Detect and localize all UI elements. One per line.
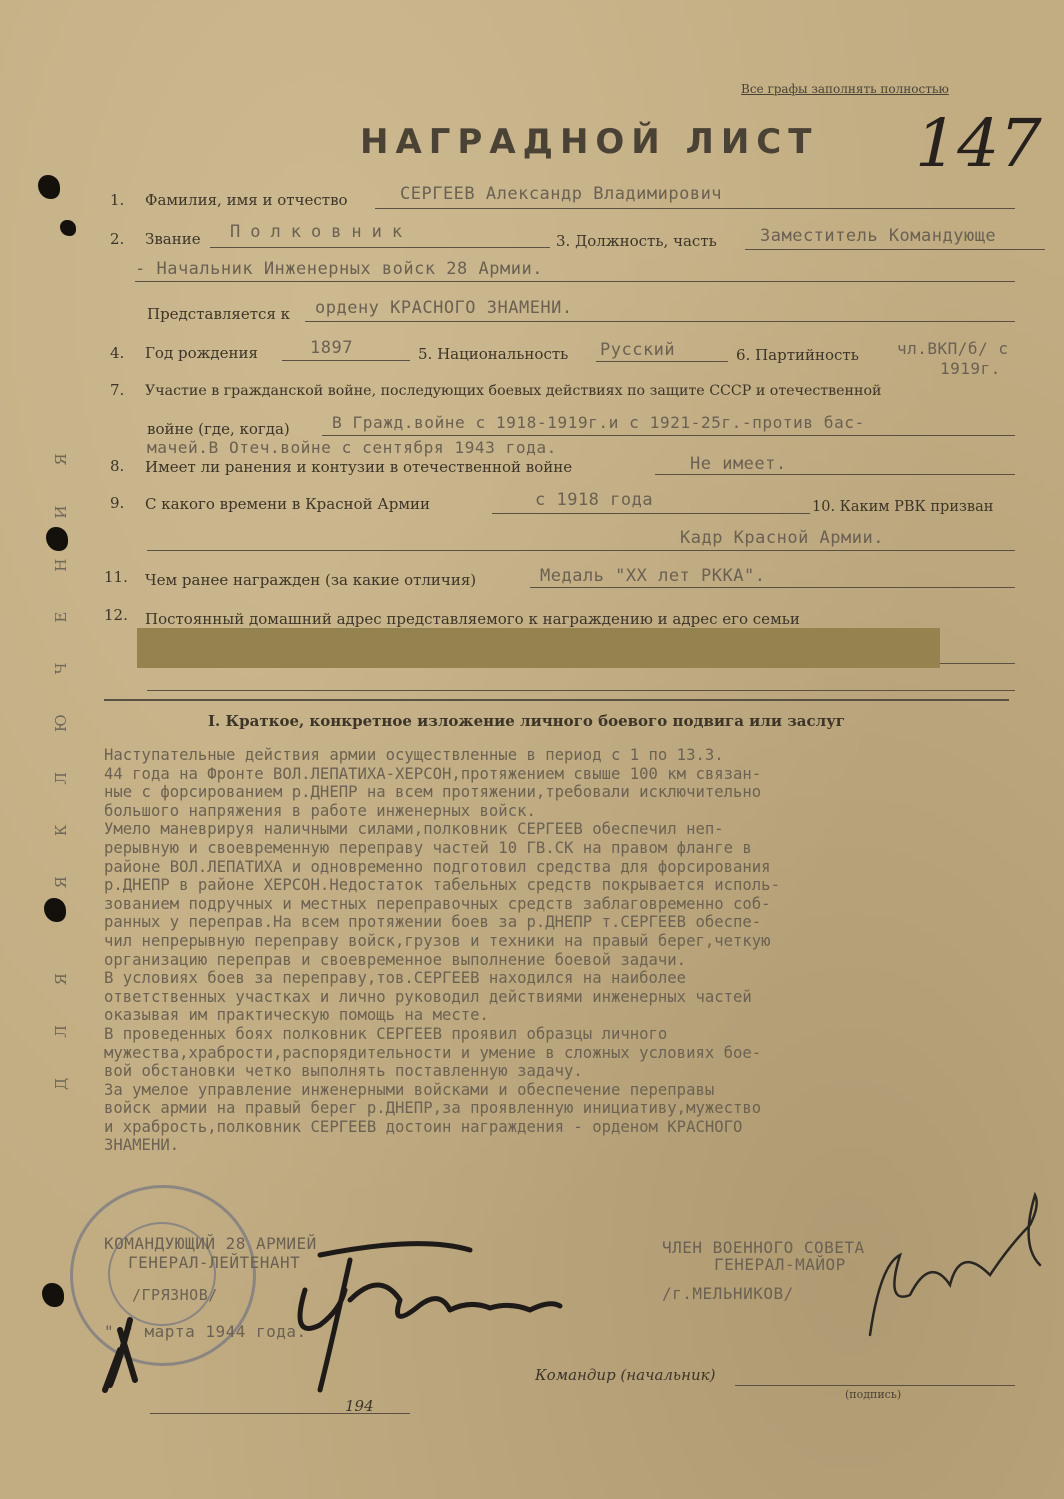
field-1-label: Фамилия, имя и отчество xyxy=(145,191,348,209)
field-3-value-1: Заместитель Командующе xyxy=(760,226,997,246)
field-6-value-2: 1919г. xyxy=(940,359,1001,378)
field-5-label: 5. Национальность xyxy=(418,345,569,363)
sheet-number: 147 xyxy=(906,105,1050,182)
citation-line: чил непрерывную переправу войск,грузов и техники на правый берег,четкую xyxy=(104,931,771,950)
citation-line: ранных у переправ.На всем протяжении боев за р.ДНЕПР т.СЕРГЕЕВ обеспе- xyxy=(104,913,762,932)
citation-line: В условиях боев за переправу,тов.СЕРГЕЕВ находился на наиболее xyxy=(104,969,687,988)
field-9-value: с 1918 года xyxy=(535,490,654,510)
citation-line: р.ДНЕПР в районе ХЕРСОН.Недостаток табельных средств покрывается исполь- xyxy=(104,876,780,895)
citation-line: Наступательные действия армии осуществленные в период с 1 по 13.3. xyxy=(104,746,724,764)
citation-line: зованием подручных и местных переправочных средств заблаговременно соб- xyxy=(104,894,771,913)
redacted-address xyxy=(137,628,940,668)
field-6-value-1: чл.ВКП/б/ с xyxy=(897,339,1009,358)
punch-hole-5 xyxy=(42,1283,64,1307)
field-8-label: Имеет ли ранения и контузии в отечественной войне xyxy=(145,458,573,476)
citation-line: В проведенных боях полковник СЕРГЕЕВ проявил образцы личного xyxy=(104,1024,668,1043)
citation-line: оказывая им практическую помощь на месте. xyxy=(104,1006,489,1025)
right-signatory-name: /г.МЕЛЬНИКОВ/ xyxy=(662,1284,794,1303)
field-7-value-2: мачей.В Отеч.войне с сентября 1943 года. xyxy=(147,438,557,457)
field-5-value: Русский xyxy=(600,340,676,360)
section-heading: I. Краткое, конкретное изложение личного боевого подвига или заслуг xyxy=(208,712,845,730)
left-signature-date: " " марта 1944 года. xyxy=(104,1322,307,1341)
citation-line: За умелое управление инженерными войсками и обеспечение переправы xyxy=(104,1080,715,1099)
citation-line: большого напряжения в работе инженерных войск. xyxy=(104,801,536,820)
citation-line: войск армии на правый берег р.ДНЕПР,за проявленную инициативу,мужество xyxy=(104,1099,762,1118)
side-margin-text: ДЛЯ ЯКЛЮЧЕНИЯ xyxy=(52,413,70,1090)
field-2-value: Полковник xyxy=(230,222,413,242)
field-7-number: 7. xyxy=(110,381,125,399)
field-2-number: 2. xyxy=(110,230,125,248)
left-signatory-name: /ГРЯЗНОВ/ xyxy=(132,1286,218,1304)
citation-line: 44 года на Фронте ВОЛ.ЛЕПАТИХА-ХЕРСОН,протяжением свыше 100 км связан- xyxy=(104,764,762,783)
field-1-number: 1. xyxy=(110,191,125,209)
fill-all-note: Все графы заполнять полностью xyxy=(741,82,949,96)
signature-caption: (подпись) xyxy=(845,1388,902,1401)
field-4-label: Год рождения xyxy=(145,344,258,362)
left-signature xyxy=(90,1230,570,1400)
field-8-number: 8. xyxy=(110,457,125,475)
citation-line: районе ВОЛ.ЛЕПАТИХА и одновременно подготовил средства для форсирования xyxy=(104,857,771,876)
field-11-number: 11. xyxy=(104,568,128,586)
field-1-value: СЕРГЕЕВ Александр Владимирович xyxy=(400,184,723,204)
field-10-value: Кадр Красной Армии. xyxy=(680,528,884,548)
citation-line: мужества,храбрости,распорядительности и умение в сложных условиях бое- xyxy=(104,1043,762,1062)
field-4-value: 1897 xyxy=(310,338,353,358)
commander-label: Командир (начальник) xyxy=(535,1366,716,1384)
field-3-value-2: - Начальник Инженерных войск 28 Армии. xyxy=(135,259,543,279)
right-signatory-title-1: ЧЛЕН ВОЕННОГО СОВЕТА xyxy=(662,1238,865,1257)
citation-line: Умело маневрируя наличными силами,полковник СЕРГЕЕВ обеспечил неп- xyxy=(104,820,724,839)
presented-label: Представляется к xyxy=(147,305,291,323)
field-11-label: Чем ранее награжден (за какие отличия) xyxy=(145,571,477,589)
field-11-value: Медаль "XX лет РККА". xyxy=(540,566,766,586)
field-3-label: 3. Должность, часть xyxy=(556,232,717,250)
field-6-label: 6. Партийность xyxy=(736,346,859,364)
citation-line: ные с форсированием р.ДНЕПР на всем протяжении,требовали исключительно xyxy=(104,783,762,802)
right-signatory-title-2: ГЕНЕРАЛ-МАЙОР xyxy=(714,1255,846,1274)
citation-line: ответственных участках и лично руководил действиями инженерных частей xyxy=(104,987,752,1006)
left-signatory-title-1: КОМАНДУЮЩИЙ 28 АРМИЕЙ xyxy=(104,1234,317,1253)
field-2-label: Звание xyxy=(145,230,201,248)
presented-value: ордену КРАСНОГО ЗНАМЕНИ. xyxy=(315,298,573,318)
citation-line: вой обстановки четко выполнять поставленную задачу. xyxy=(104,1062,583,1081)
citation-line: организацию переправ и своевременное выполнение боевой задачи. xyxy=(104,950,687,969)
field-4-number: 4. xyxy=(110,344,125,362)
page-title: НАГРАДНОЙ ЛИСТ xyxy=(360,122,819,162)
citation-text xyxy=(104,746,1052,1155)
field-12-number: 12. xyxy=(104,606,128,624)
citation-line: ЗНАМЕНИ. xyxy=(104,1136,180,1155)
year-label: 194 xyxy=(345,1397,374,1415)
field-7-label-2: войне (где, когда) xyxy=(147,420,290,438)
field-7-value-1: В Гражд.войне с 1918-1919г.и с 1921-25г.-против бас- xyxy=(332,413,865,432)
citation-line: рерывную и своевременную переправу частей 10 ГВ.СК на правом фланге в xyxy=(104,838,752,857)
field-9-number: 9. xyxy=(110,494,125,512)
punch-hole-1 xyxy=(38,175,60,199)
field-9-label: С какого времени в Красной Армии xyxy=(145,495,431,513)
field-12-label: Постоянный домашний адрес представляемого к награждению и адрес его семьи xyxy=(145,610,800,628)
field-10-label: 10. Каким РВК призван xyxy=(812,499,994,515)
field-7-label-1: Участие в гражданской войне, последующих боевых действиях по защите СССР и отечественной xyxy=(145,383,882,399)
citation-line: и храбрость,полковник СЕРГЕЕВ достоин награждения - орденом КРАСНОГО xyxy=(104,1117,743,1136)
punch-hole-2 xyxy=(60,220,76,236)
right-signature xyxy=(840,1185,1055,1345)
field-8-value: Не имеет. xyxy=(690,454,787,474)
left-signatory-title-2: ГЕНЕРАЛ-ЛЕЙТЕНАНТ xyxy=(128,1253,301,1272)
